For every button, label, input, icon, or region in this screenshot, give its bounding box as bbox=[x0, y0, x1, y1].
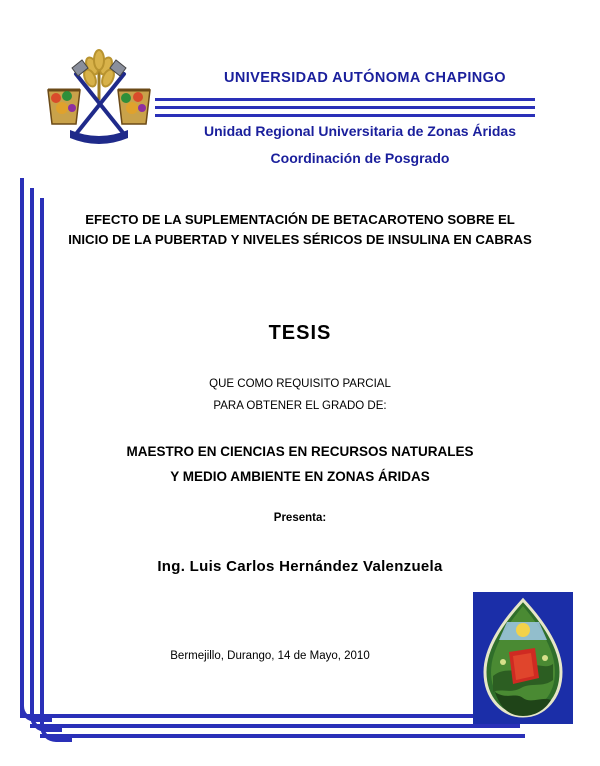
regional-unit-name: Unidad Regional Universitaria de Zonas Áridas bbox=[204, 123, 516, 139]
university-name: UNIVERSIDAD AUTÓNOMA CHAPINGO bbox=[223, 70, 506, 86]
thesis-title-line-1: EFECTO DE LA SUPLEMENTACIÓN DE BETACAROTENO SOBRE EL bbox=[85, 212, 515, 227]
author-name: Ing. Luis Carlos Hernández Valenzuela bbox=[157, 558, 443, 575]
document-header bbox=[0, 30, 600, 175]
frame-rail-inner-horizontal bbox=[40, 734, 525, 738]
frame-rail-inner-vertical bbox=[40, 198, 44, 728]
frame-corner-inner bbox=[40, 710, 72, 742]
place-and-date: Bermejillo, Durango, 14 de Mayo, 2010 bbox=[170, 650, 370, 662]
frame-rail-outer-vertical bbox=[20, 178, 24, 718]
requirement-line-2: PARA OBTENER EL GRADO DE: bbox=[213, 400, 387, 413]
department-name: Coordinación de Posgrado bbox=[270, 150, 450, 166]
thesis-title bbox=[55, 210, 545, 251]
header-divider-line-1 bbox=[155, 98, 535, 101]
requirement-statement bbox=[55, 373, 545, 418]
header-divider-line-2 bbox=[155, 106, 535, 109]
degree-name bbox=[55, 440, 545, 490]
header-divider-line-3 bbox=[155, 114, 535, 117]
degree-line-2: Y MEDIO AMBIENTE EN ZONAS ÁRIDAS bbox=[170, 468, 430, 484]
thesis-title-line-2: INICIO DE LA PUBERTAD Y NIVELES SÉRICOS DE INSULINA EN CABRAS bbox=[68, 232, 532, 248]
requirement-line-1: QUE COMO REQUISITO PARCIAL bbox=[209, 378, 391, 390]
frame-rail-middle-vertical bbox=[30, 188, 34, 718]
degree-line-1: MAESTRO EN CIENCIAS EN RECURSOS NATURALES bbox=[126, 444, 474, 459]
frame-rail-outer-horizontal bbox=[20, 714, 515, 718]
presents-label: Presenta: bbox=[273, 512, 327, 524]
thesis-word-label: TESIS bbox=[268, 322, 332, 344]
frame-rail-middle-horizontal bbox=[30, 724, 520, 728]
chapingo-crest-icon bbox=[40, 38, 158, 156]
urruza-emblem-icon bbox=[473, 592, 573, 724]
